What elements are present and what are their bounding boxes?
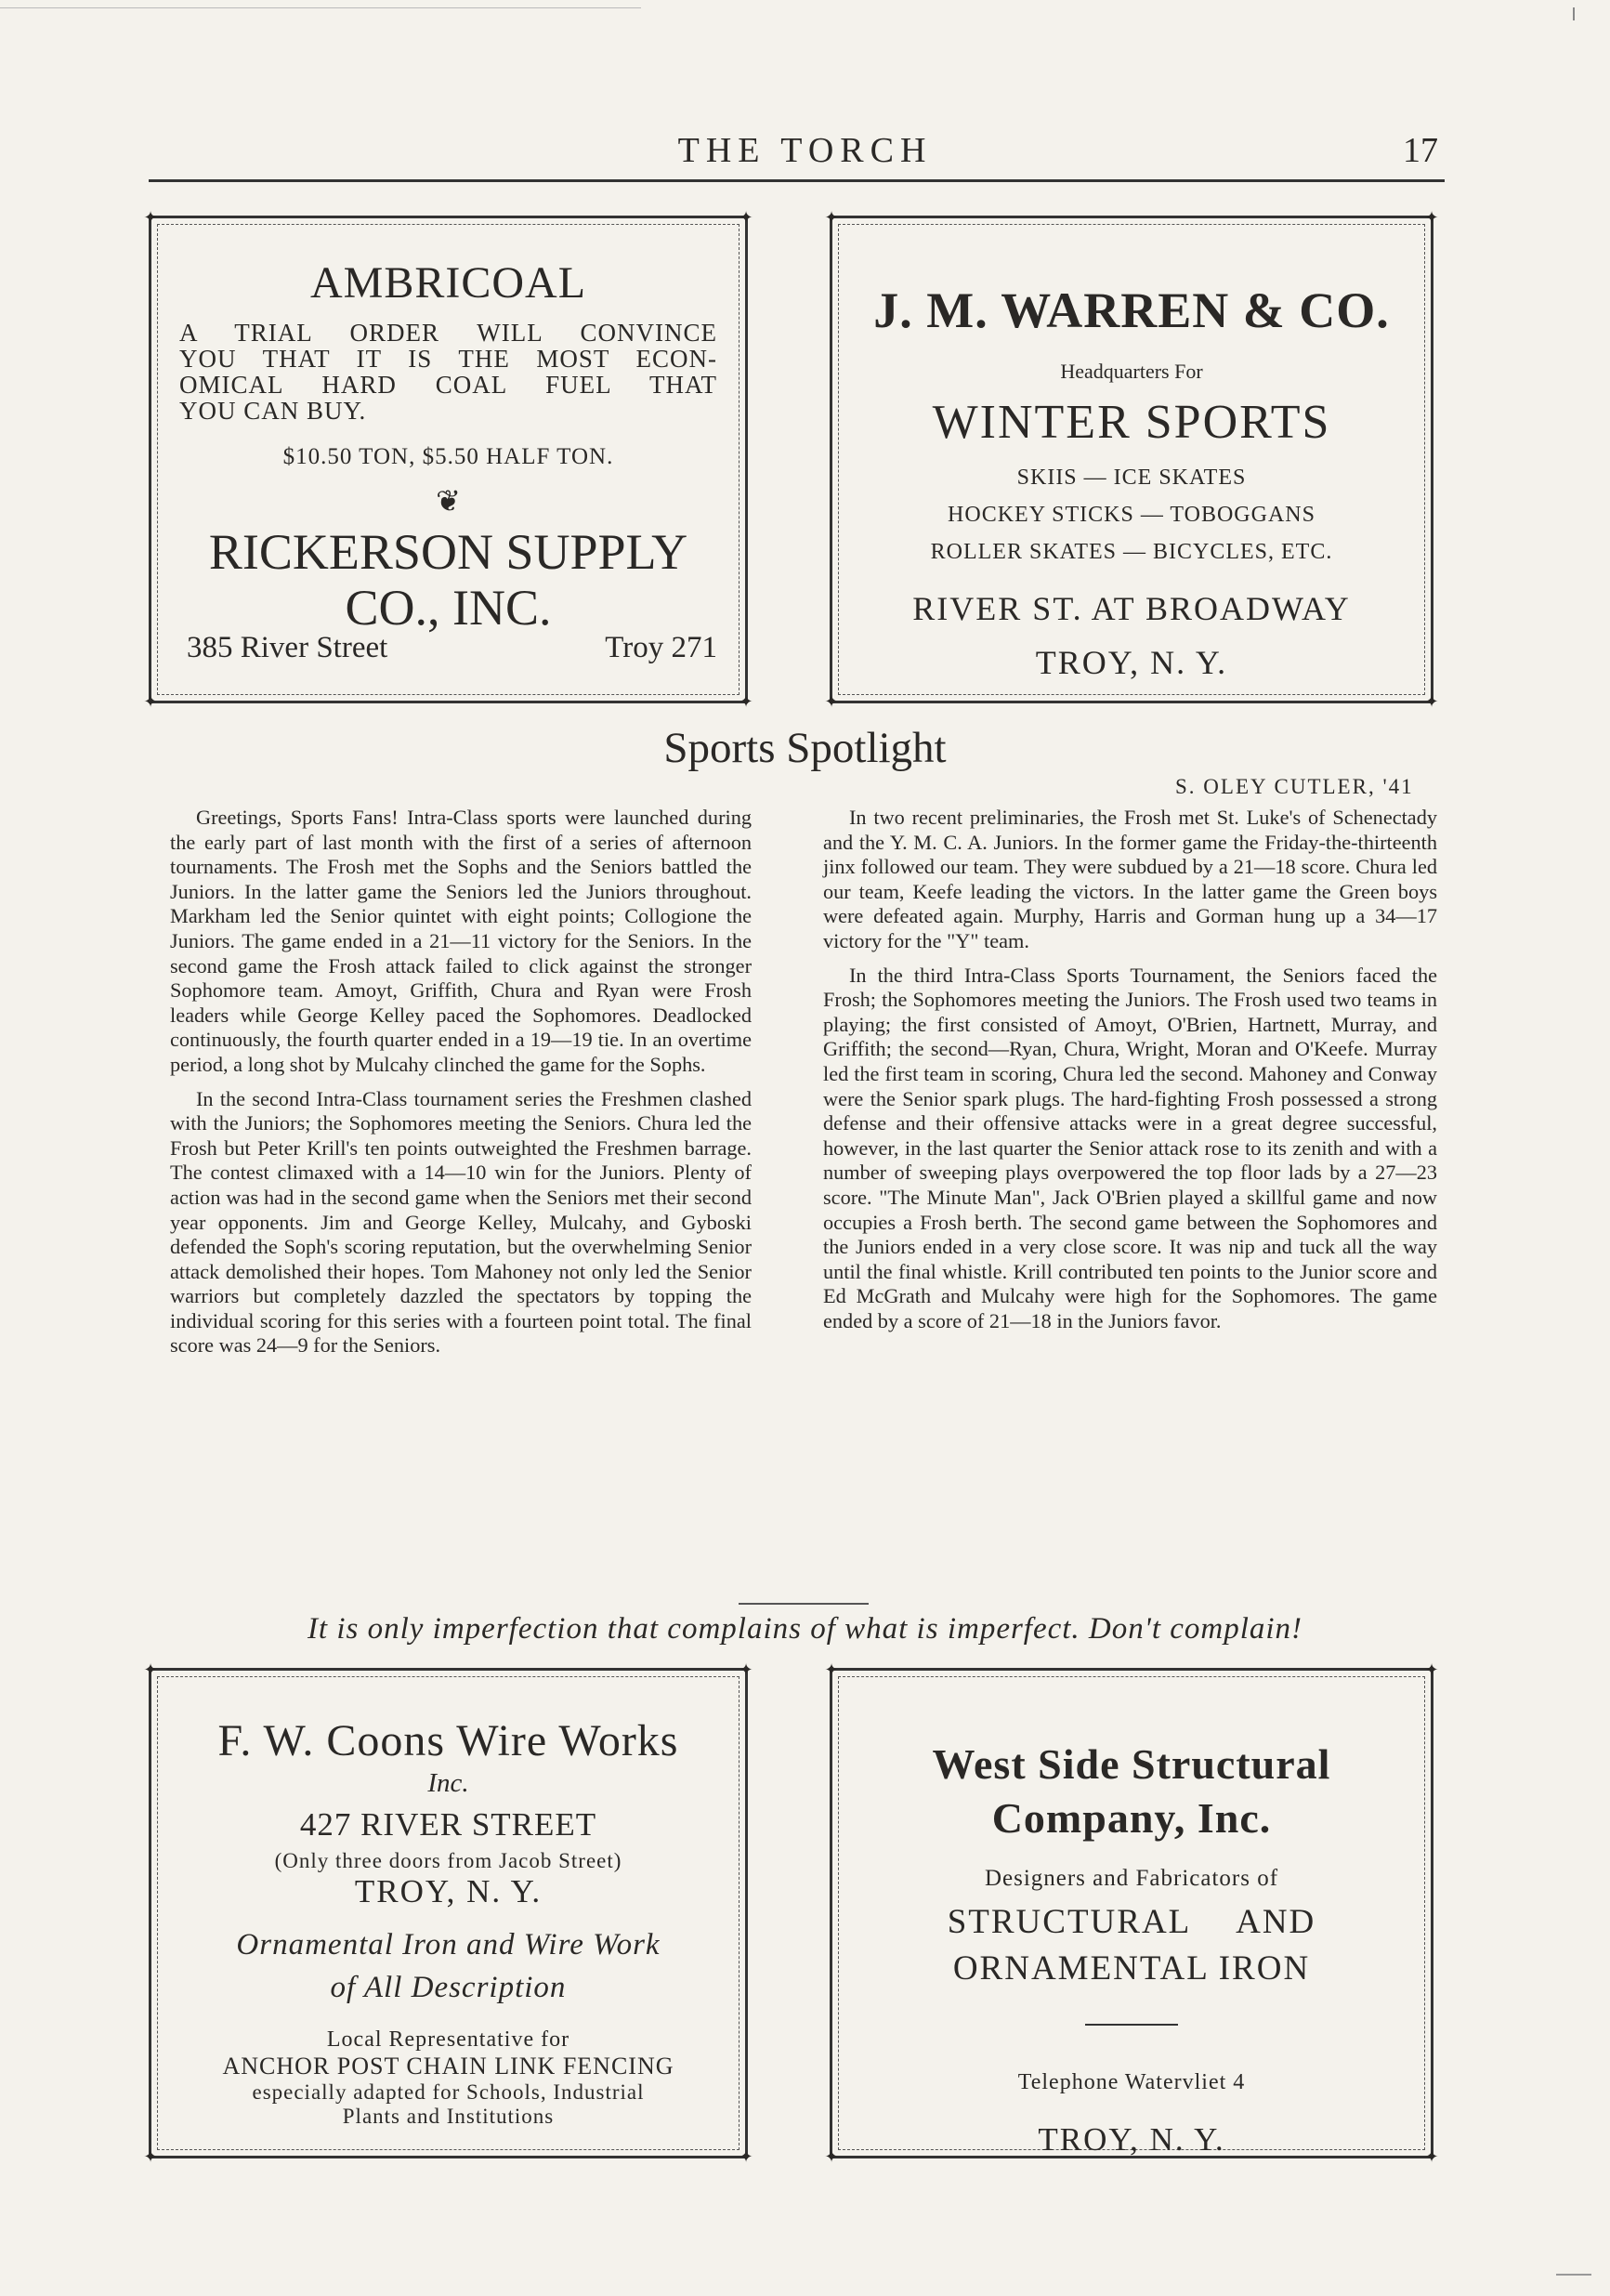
- ad-address: 385 River Street: [187, 631, 388, 664]
- corner-ornament-icon: ✦: [143, 208, 158, 227]
- ad-use-line: especially adapted for Schools, Industrial: [252, 2080, 645, 2104]
- company-line: CO., INC.: [345, 580, 552, 636]
- ad-coons-wire-works: [143, 1660, 753, 2166]
- corner-ornament-icon: ✦: [1424, 2147, 1439, 2166]
- ad-product-line: HOCKEY STICKS — TOBOGGANS: [948, 503, 1315, 527]
- ad-phone: Telephone Watervliet 4: [1017, 2070, 1246, 2094]
- corner-mark: [1573, 7, 1575, 20]
- article-title: Sports Spotlight: [663, 724, 947, 772]
- ad-inc: Inc.: [427, 1768, 469, 1798]
- filler-quote: It is only imperfection that complains of what is imperfect. Don't complain!: [307, 1612, 1303, 1646]
- specialty-line: Ornamental Iron and Wire Work: [236, 1928, 661, 1961]
- ad-title: [851, 1738, 1412, 1845]
- ad-company: [170, 524, 726, 636]
- ad-phone: Troy 271: [605, 631, 717, 664]
- ad-product-line: ROLLER SKATES — BICYCLES, ETC.: [930, 540, 1333, 564]
- ad-products: [851, 1899, 1412, 1992]
- top-edge-line: [0, 7, 641, 8]
- company-line: RICKERSON SUPPLY: [208, 524, 688, 580]
- ad-product: ANCHOR POST CHAIN LINK FENCING: [222, 2053, 674, 2080]
- ad-city: TROY, N. Y.: [354, 1873, 543, 1909]
- ad-body-line: YOU CAN BUY.: [179, 397, 367, 425]
- ad-tagline: Headquarters For: [1060, 360, 1203, 383]
- ad-tagline: Designers and Fabricators of: [984, 1866, 1279, 1891]
- article-paragraph: In the second Intra-Class tournament series the Freshmen clashed with the Juniors; the Sophomores meeting the Seniors. Chura led the Frosh but Peter Krill's ten points outweighted the Freshmen barrage. The contest climaxed with a 14—10 win for the Juniors. Plenty of action was had in the second game when the Seniors met their second year opponents. Jim and George Kelley, Mulcahy, and Gyboski defended the Soph's scoring reputation, but the overwhelming Senior attack demolished their hopes. Tom Mahoney not only led the Senior warriors but completely dazzled the spectators by topping the individual scoring for this series with a fourteen point total. The final score was 24—9 for the Seniors.: [170, 1086, 752, 1358]
- floral-ornament-icon: ❦: [436, 484, 461, 518]
- corner-ornament-icon: ✦: [143, 692, 158, 711]
- corner-ornament-icon: ✦: [1424, 208, 1439, 227]
- ad-rep-label: Local Representative for: [326, 2027, 570, 2052]
- ad-body-line: A TRIAL ORDER WILL CONVINCE: [179, 319, 717, 347]
- corner-ornament-icon: ✦: [1424, 692, 1439, 711]
- title-line: West Side Structural: [932, 1740, 1331, 1788]
- ad-address-note: (Only three doors from Jacob Street): [274, 1849, 622, 1872]
- ad-body-line: YOU THAT IT IS THE MOST ECON-: [179, 345, 717, 373]
- article-column-left: [170, 806, 752, 1368]
- ad-address: RIVER ST. AT BROADWAY: [912, 590, 1351, 627]
- title-line: Company, Inc.: [991, 1794, 1272, 1842]
- ad-warren: [824, 208, 1439, 711]
- ad-body-line: OMICAL HARD COAL FUEL THAT: [179, 371, 717, 399]
- ad-use-line: Plants and Institutions: [342, 2105, 555, 2128]
- ad-headline: WINTER SPORTS: [932, 396, 1331, 449]
- article-paragraph: In two recent preliminaries, the Frosh met St. Luke's of Schenectady and the Y. M. C. A. Juniors. In the former game the Friday-the-thirteenth jinx followed our team. They were subdued by a 21—18 score. Chura led our team, Keefe leading the victors. In the latter game the Green boys were defeated again. Murphy, Harris and Gorman hung up a 34—17 victory for the "Y" team.: [823, 806, 1437, 952]
- corner-ornament-icon: ✦: [739, 1660, 753, 1679]
- ad-city: TROY, N. Y.: [1038, 2121, 1225, 2158]
- ad-divider: [1085, 2024, 1178, 2026]
- page-number: 17: [1403, 131, 1438, 170]
- ad-price: $10.50 TON, $5.50 HALF TON.: [282, 444, 614, 469]
- product-line: STRUCTURAL AND: [947, 1903, 1316, 1941]
- article-byline: S. OLEY CUTLER, '41: [1175, 775, 1414, 798]
- product-line: ORNAMENTAL IRON: [952, 1949, 1311, 1988]
- corner-ornament-icon: ✦: [824, 692, 839, 711]
- ad-address: 427 RIVER STREET: [299, 1806, 597, 1843]
- ad-ambricoal: [143, 208, 753, 711]
- ad-title: F. W. Coons Wire Works: [217, 1716, 679, 1765]
- article-column-right: [823, 806, 1437, 1343]
- corner-ornament-icon: ✦: [143, 1660, 158, 1679]
- ad-footer: [187, 631, 717, 665]
- corner-ornament-icon: ✦: [824, 208, 839, 227]
- corner-ornament-icon: ✦: [739, 692, 753, 711]
- corner-ornament-icon: ✦: [1424, 1660, 1439, 1679]
- ad-specialty: [170, 1923, 726, 2009]
- article-paragraph: In the third Intra-Class Sports Tournament, the Seniors faced the Frosh; the Sophomores meeting the Juniors. The Frosh used two teams in playing; the first consisted of Amoyt, O'Brien, Hartnett, Murray, and Griffith; the second—Ryan, Chura, Wright, Moran and O'Keefe. Murray led the first team in scoring, Chura led the second. Mahoney and Conway were the Senior spark plugs. The hard-fighting Frosh possessed a strong defense and their offensive attacks were in a great degree successful, however, in the last quarter the Senior attack rose to its zenith and with a number of sweeping plays overpowered the top floor lads by a 27—23 score. "The Minute Man", Jack O'Brien played a skillful game and now occupies a Frosh berth. The second game between the Sophomores and the Juniors ended in a very close score. It was nip and tuck all the way until the final whistle. Krill contributed ten points to the Junior score and Ed McGrath and Mulcahy were high for the Sophomores. The game ended by a score of 21—18 in the Juniors favor.: [823, 963, 1437, 1332]
- bottom-corner-mark: [1556, 2274, 1591, 2276]
- specialty-line: of All Description: [330, 1971, 567, 2004]
- corner-ornament-icon: ✦: [143, 2147, 158, 2166]
- ad-city: TROY, N. Y.: [1035, 644, 1228, 681]
- corner-ornament-icon: ✦: [824, 1660, 839, 1679]
- article-end-rule: [739, 1603, 869, 1605]
- corner-ornament-icon: ✦: [739, 2147, 753, 2166]
- corner-ornament-icon: ✦: [824, 2147, 839, 2166]
- ad-title: AMBRICOAL: [309, 258, 587, 308]
- ad-title: J. M. WARREN & CO.: [873, 282, 1390, 338]
- corner-ornament-icon: ✦: [739, 208, 753, 227]
- ad-body: [179, 320, 717, 424]
- ad-product-line: SKIIS — ICE SKATES: [1016, 466, 1247, 490]
- article-paragraph: Greetings, Sports Fans! Intra-Class sports were launched during the early part of last month with the first of a series of afternoon tournaments. The Frosh met the Sophs and the Seniors battled the Juniors. In the latter game the Seniors led the Juniors throughout. Markham led the Senior quintet with eight points; Collogione the Juniors. The game ended in a 21—11 victory for the Seniors. In the second game the Frosh attack failed to click against the stronger Sophomore team. Amoyt, Griffith, Chura and Ryan were Frosh leaders while George Kelley paced the Sophomores. Deadlocked continuously, the fourth quarter ended in a 19—19 tie. In an overtime period, a long shot by Mulcahy clinched the game for the Sophs.: [170, 806, 752, 1076]
- ad-west-side-structural: [824, 1660, 1439, 2166]
- header-rule: [149, 179, 1445, 182]
- running-header-title: THE TORCH: [677, 131, 933, 170]
